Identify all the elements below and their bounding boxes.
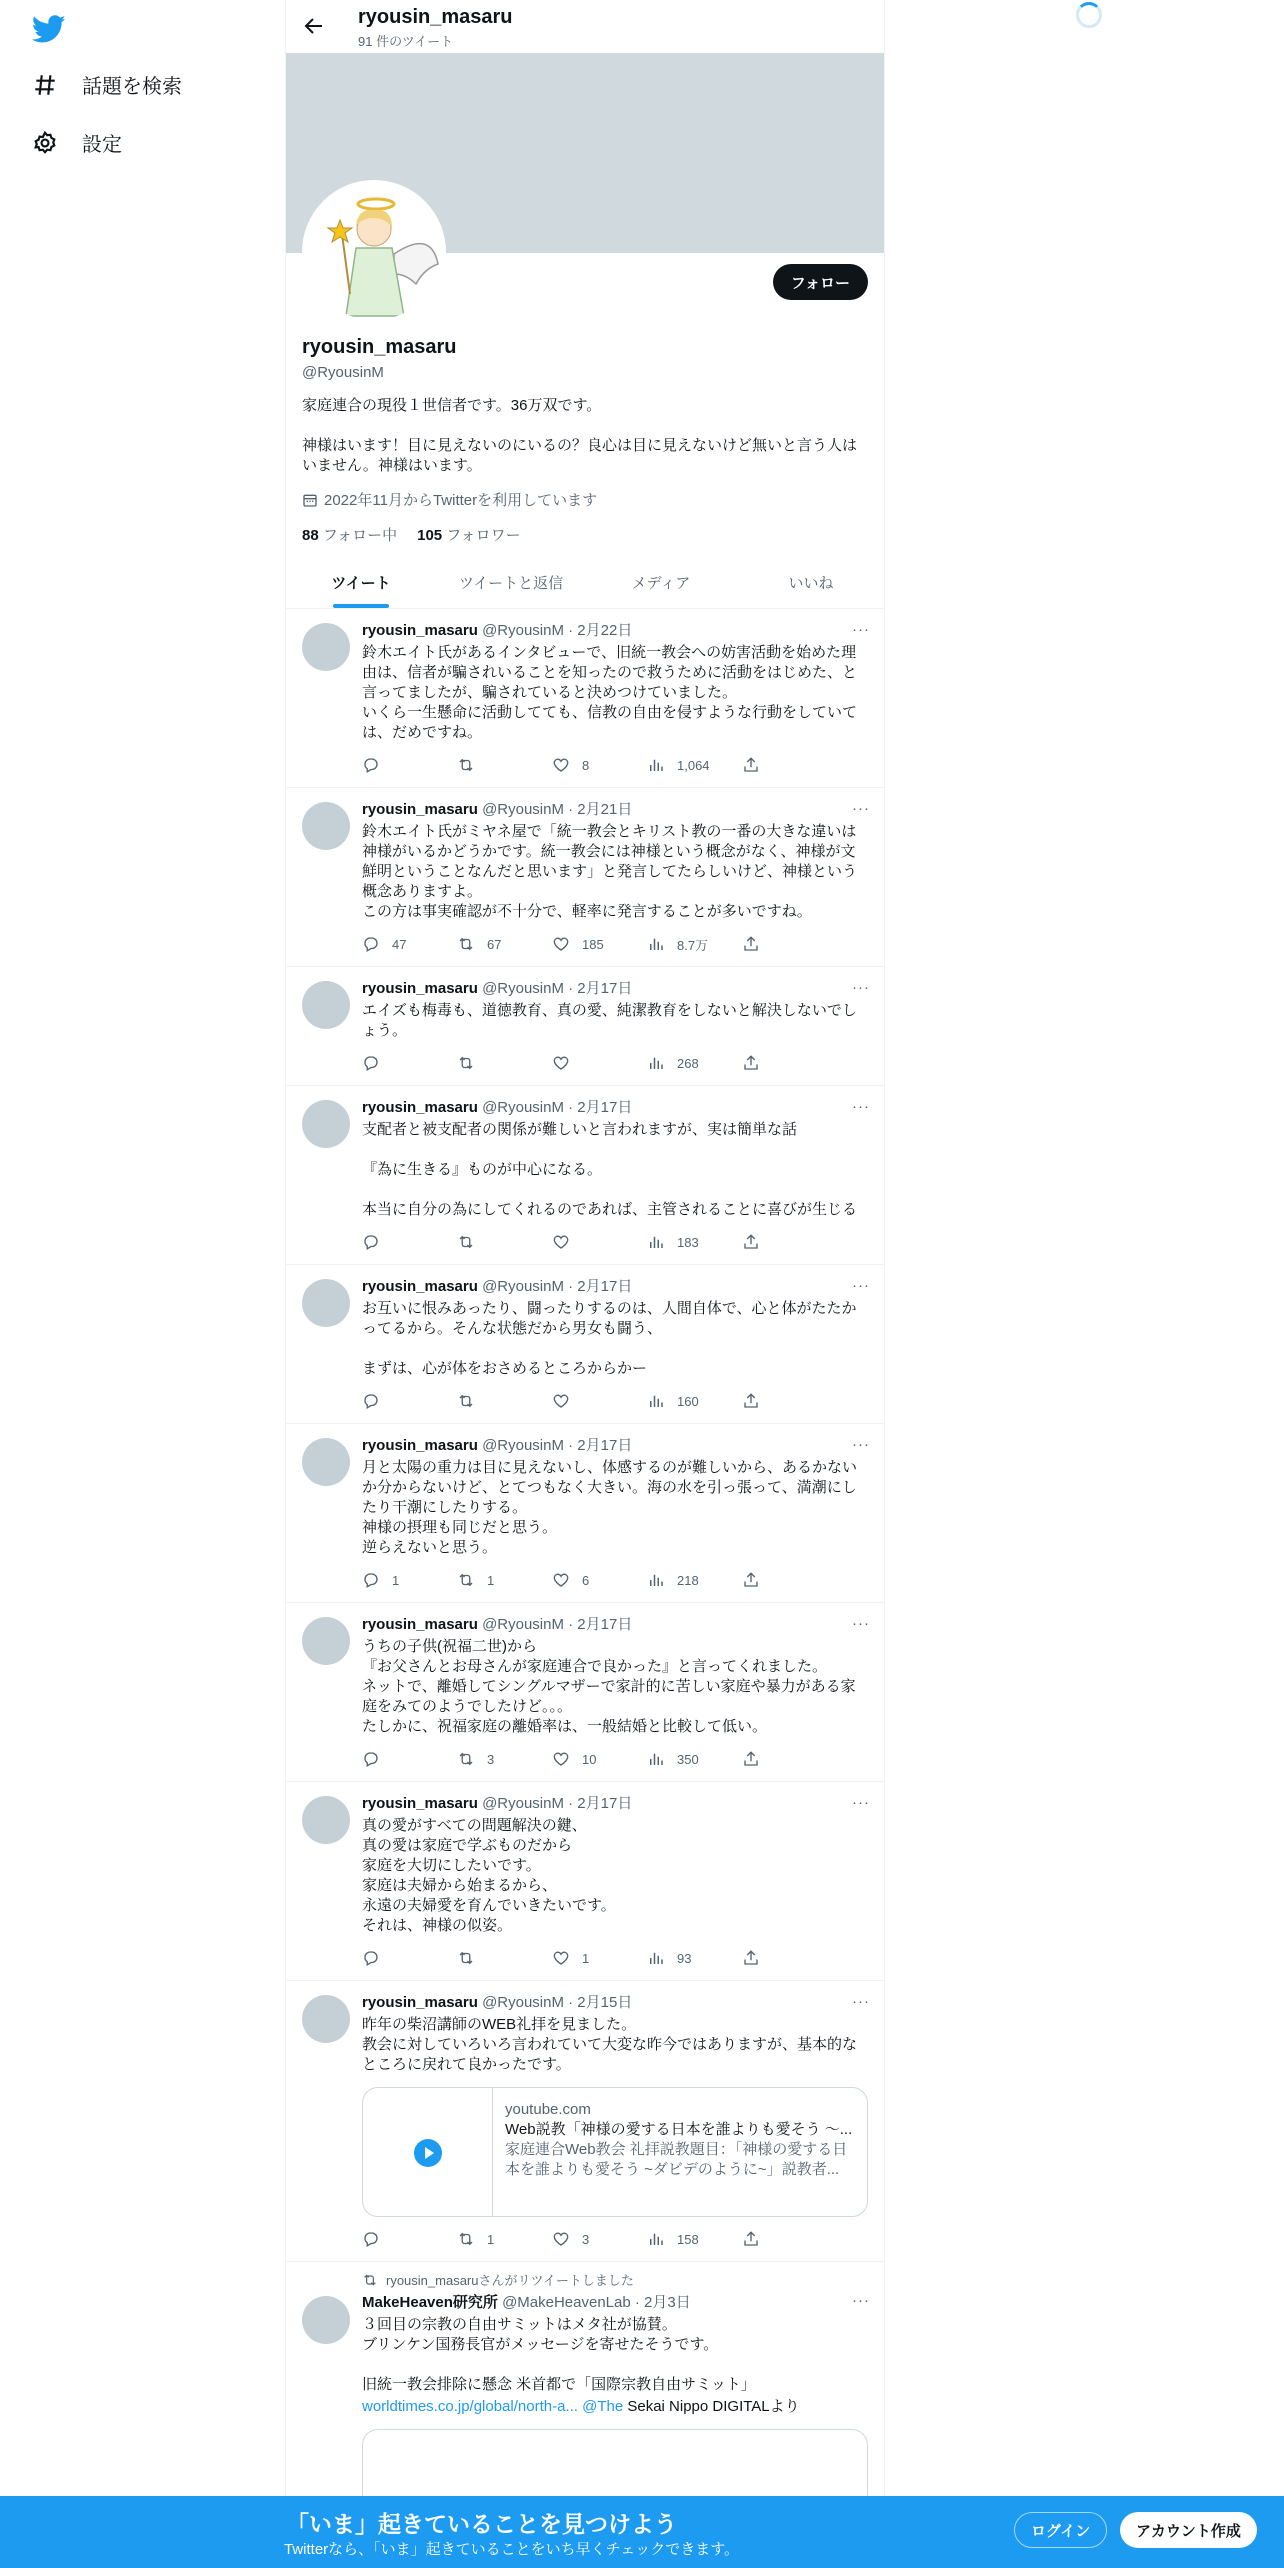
tweet-author[interactable]: ryousin_masaru bbox=[362, 622, 478, 639]
nav-settings[interactable] bbox=[32, 128, 122, 157]
retweet-icon bbox=[457, 1571, 475, 1589]
tweet-meta[interactable]: @RyousinM · 2月17日 bbox=[482, 1437, 633, 1454]
views-chart-icon bbox=[647, 1054, 665, 1072]
tweet-list bbox=[286, 609, 885, 2522]
heart-icon bbox=[552, 1233, 570, 1251]
heart-icon bbox=[552, 2230, 570, 2248]
like-button[interactable] bbox=[552, 1749, 647, 1769]
tweet-author[interactable]: ryousin_masaru bbox=[362, 1278, 478, 1295]
share-icon bbox=[742, 2230, 760, 2248]
reply-button[interactable] bbox=[362, 1749, 457, 1769]
tweet-avatar[interactable] bbox=[302, 2296, 350, 2344]
more-options-icon[interactable]: ··· bbox=[852, 1993, 870, 2010]
share-icon bbox=[742, 1571, 760, 1589]
views-chart-icon bbox=[647, 1392, 665, 1410]
tab-tweets[interactable]: ツイート bbox=[286, 556, 436, 608]
tweet-header bbox=[362, 1615, 870, 1635]
reply-button[interactable] bbox=[362, 1948, 457, 1968]
profile-tabs bbox=[286, 556, 885, 609]
angel-avatar-image bbox=[306, 184, 442, 320]
more-options-icon[interactable]: ··· bbox=[852, 2292, 870, 2309]
like-count: 10 bbox=[582, 1751, 597, 1767]
tweet-actions bbox=[362, 2229, 870, 2249]
hashtag-icon bbox=[32, 72, 58, 98]
tweet-actions bbox=[362, 1053, 870, 1073]
reply-button[interactable] bbox=[362, 1570, 457, 1590]
retweet-count: 1 bbox=[487, 2231, 495, 2247]
tweet-author[interactable]: ryousin_masaru bbox=[362, 1099, 478, 1116]
tweet-link-tail: Sekai Nippo DIGITALより bbox=[623, 2398, 800, 2415]
play-icon bbox=[413, 2138, 443, 2168]
signup-banner-title: 「いま」起きていることを見つけよう bbox=[286, 2511, 677, 2537]
tweet-header bbox=[362, 1794, 870, 1814]
tweet-text: 鈴木エイト氏がミヤネ屋で「統一教会とキリスト教の一番の大きな違いは神様がいるかどうかです。統一教会には神様という概念がなく、神様が文鮮明ということなんだと思います」と発言してたらしいけど、神様という概念ありますよ。 この方は事実確認が不十分で、軽率に発言することが多いですね。 bbox=[362, 823, 858, 920]
signup-button[interactable]: アカウント作成 bbox=[1120, 2512, 1257, 2548]
like-button[interactable] bbox=[552, 934, 647, 954]
like-button[interactable] bbox=[552, 1232, 647, 1252]
views-button[interactable] bbox=[647, 1570, 742, 1590]
tweet-text: 鈴木エイト氏があるインタビューで、旧統一教会への妨害活動を始めた理由は、信者が騙されいることを知ったので救うために活動をはじめた、と言ってましたが、騙されていると決めつけていました。 いくら一生懸命に活動してても、信教の自由を侵すような行動をしていては、だめですね。 bbox=[362, 644, 858, 741]
reply-button[interactable] bbox=[362, 2229, 457, 2249]
reply-icon bbox=[362, 1233, 380, 1251]
tweet-actions bbox=[362, 1391, 870, 1411]
retweet-small-icon bbox=[362, 2272, 378, 2288]
like-count: 8 bbox=[582, 757, 590, 773]
views-count: 158 bbox=[677, 2231, 699, 2247]
follow-button[interactable]: フォロー bbox=[773, 264, 868, 300]
tweet-meta[interactable]: @RyousinM · 2月17日 bbox=[482, 1795, 633, 1812]
share-icon bbox=[742, 1233, 760, 1251]
nav-settings-label: 設定 bbox=[82, 134, 122, 156]
reply-button[interactable] bbox=[362, 1391, 457, 1411]
followers-count: 105 bbox=[417, 527, 443, 544]
tweet[interactable] bbox=[286, 609, 885, 788]
like-button[interactable] bbox=[552, 755, 647, 775]
tweet-avatar[interactable] bbox=[302, 623, 350, 671]
tweet-header bbox=[362, 621, 870, 641]
retweet-count: 1 bbox=[487, 1572, 495, 1588]
tweet-header bbox=[362, 1436, 870, 1456]
tweet[interactable] bbox=[286, 1086, 885, 1265]
tweet-author[interactable]: ryousin_masaru bbox=[362, 1616, 478, 1633]
retweet-icon bbox=[457, 1233, 475, 1251]
loading-spinner-icon bbox=[1076, 2, 1102, 28]
profile-name: ryousin_masaru bbox=[302, 336, 457, 358]
heart-icon bbox=[552, 1949, 570, 1967]
heart-icon bbox=[552, 1054, 570, 1072]
views-count: 218 bbox=[677, 1572, 699, 1588]
views-button[interactable] bbox=[647, 1391, 742, 1411]
profile-handle: @RyousinM bbox=[302, 364, 384, 381]
reply-icon bbox=[362, 935, 380, 953]
tweet-meta[interactable]: @MakeHeavenLab · 2月3日 bbox=[502, 2294, 691, 2311]
tweet-header bbox=[362, 1098, 870, 1118]
back-arrow-icon[interactable] bbox=[302, 14, 326, 38]
retweet-note-text[interactable]: ryousin_masaruさんがリツイートしました bbox=[386, 2273, 634, 2288]
profile-timeline bbox=[285, 0, 885, 2568]
gear-icon bbox=[32, 130, 58, 156]
retweet-button[interactable] bbox=[457, 1570, 552, 1590]
share-button[interactable] bbox=[742, 934, 837, 954]
tweet-actions bbox=[362, 1570, 870, 1590]
share-button[interactable] bbox=[742, 755, 837, 775]
views-count: 1,064 bbox=[677, 757, 710, 773]
retweet-icon bbox=[457, 1750, 475, 1768]
share-button[interactable] bbox=[742, 1749, 837, 1769]
retweet-button[interactable] bbox=[457, 755, 552, 775]
login-button[interactable]: ログイン bbox=[1014, 2512, 1107, 2548]
profile-header bbox=[286, 0, 885, 53]
tweet-actions bbox=[362, 1749, 870, 1769]
more-options-icon[interactable]: ··· bbox=[852, 1098, 870, 1115]
reply-button[interactable] bbox=[362, 1053, 457, 1073]
tweet-text: ３回目の宗教の自由サミットはメタ社が協賛。 ブリンケン国務長官がメッセージを寄せたそうです。 旧統一教会排除に懸念 米首都で「国際宗教自由サミット」 bbox=[362, 2316, 756, 2393]
retweet-note bbox=[362, 2270, 870, 2289]
retweet[interactable] bbox=[286, 2262, 885, 2522]
share-button[interactable] bbox=[742, 1053, 837, 1073]
profile-bio: 家庭連合の現役１世信者です。36万双です。 神様はいます！目に見えないのにいるの？良心は目に見えないけど無いと言う人はいません。神様はいます。 bbox=[302, 397, 858, 474]
tweet-text: お互いに恨みあったり、闘ったりするのは、人間自体で、心と体がたたかってるから。そんな状態だから男女も闘う、 まずは、心が体をおさめるところからかー bbox=[362, 1300, 857, 1377]
reply-icon bbox=[362, 1750, 380, 1768]
retweet-icon bbox=[457, 1949, 475, 1967]
card-title: Web説教「神様の愛する日本を誰よりも愛そう ～... bbox=[505, 2121, 853, 2138]
share-button[interactable] bbox=[742, 1232, 837, 1252]
views-button[interactable] bbox=[647, 1948, 742, 1968]
heart-icon bbox=[552, 1571, 570, 1589]
tweet-avatar[interactable] bbox=[302, 1995, 350, 2043]
reply-icon bbox=[362, 1949, 380, 1967]
tweet[interactable] bbox=[286, 1265, 885, 1424]
heart-icon bbox=[552, 756, 570, 774]
profile-joined bbox=[302, 489, 597, 510]
share-icon bbox=[742, 1750, 760, 1768]
more-options-icon[interactable]: ··· bbox=[852, 1615, 870, 1632]
tab-media[interactable]: メディア bbox=[631, 574, 691, 592]
nav-explore-label: 話題を検索 bbox=[82, 76, 182, 98]
tweet-avatar[interactable] bbox=[302, 1100, 350, 1148]
like-button[interactable] bbox=[552, 1053, 647, 1073]
views-button[interactable] bbox=[647, 1749, 742, 1769]
views-chart-icon bbox=[647, 1949, 665, 1967]
more-options-icon[interactable]: ··· bbox=[852, 1436, 870, 1453]
card-thumbnail bbox=[363, 2088, 493, 2217]
reply-icon bbox=[362, 1392, 380, 1410]
more-options-icon[interactable]: ··· bbox=[852, 979, 870, 996]
link-card[interactable] bbox=[362, 2087, 868, 2217]
heart-icon bbox=[552, 1392, 570, 1410]
reply-icon bbox=[362, 1054, 380, 1072]
share-button[interactable] bbox=[742, 1948, 837, 1968]
retweet-button[interactable] bbox=[457, 1053, 552, 1073]
tweet-avatar[interactable] bbox=[302, 1796, 350, 1844]
views-chart-icon bbox=[647, 1233, 665, 1251]
card-domain: youtube.com bbox=[505, 2101, 591, 2118]
retweet-icon bbox=[457, 756, 475, 774]
retweet-button[interactable] bbox=[457, 1391, 552, 1411]
retweet-icon bbox=[457, 2230, 475, 2248]
views-button[interactable] bbox=[647, 1232, 742, 1252]
reply-button[interactable] bbox=[362, 934, 457, 954]
signup-banner-subtitle: Twitterなら、「いま」起きていることをいち早くチェックできます。 bbox=[284, 2541, 740, 2558]
tweet-link-line bbox=[362, 2397, 870, 2417]
card-description: 家庭連合Web教会 礼拝説教題目：「神様の愛する日本を誰よりも愛そう ~ダビデのように~」説教者... bbox=[505, 2141, 848, 2178]
tweet-header bbox=[362, 1277, 870, 1297]
share-icon bbox=[742, 1054, 760, 1072]
retweet-count: 67 bbox=[487, 936, 502, 952]
like-button[interactable] bbox=[552, 2229, 647, 2249]
retweet-icon bbox=[457, 1054, 475, 1072]
tweet-avatar[interactable] bbox=[302, 802, 350, 850]
share-icon bbox=[742, 1949, 760, 1967]
retweet-button[interactable] bbox=[457, 1232, 552, 1252]
reply-button[interactable] bbox=[362, 755, 457, 775]
tweet-meta[interactable]: @RyousinM · 2月22日 bbox=[482, 622, 633, 639]
views-button[interactable] bbox=[647, 934, 742, 954]
tweet-text: 支配者と被支配者の関係が難しいと言われますが、実は簡単な話 『為に生きる』ものが中心になる。 本当に自分の為にしてくれるのであれば、主管されることに喜びが生じる bbox=[362, 1121, 858, 1218]
tweet-header bbox=[362, 979, 870, 999]
share-button[interactable] bbox=[742, 1570, 837, 1590]
like-count: 1 bbox=[582, 1950, 590, 1966]
views-button[interactable] bbox=[647, 2229, 742, 2249]
views-count: 350 bbox=[677, 1751, 699, 1767]
tweet-header bbox=[362, 2293, 870, 2313]
tweet[interactable] bbox=[286, 1424, 885, 1603]
followers-label: フォロワー bbox=[446, 527, 521, 544]
views-chart-icon bbox=[647, 2230, 665, 2248]
tweet-author[interactable]: ryousin_masaru bbox=[362, 1994, 478, 2011]
views-count: 8.7万 bbox=[677, 937, 709, 953]
tweet-meta[interactable]: @RyousinM · 2月17日 bbox=[482, 1278, 633, 1295]
retweet-icon bbox=[457, 935, 475, 953]
like-button[interactable] bbox=[552, 1948, 647, 1968]
reply-icon bbox=[362, 1571, 380, 1589]
tweet-meta[interactable]: @RyousinM · 2月17日 bbox=[482, 1099, 633, 1116]
like-count: 6 bbox=[582, 1572, 590, 1588]
tweet-text: 昨年の柴沼講師のWEB礼拝を見ました。 教会に対していろいろ言われていて大変な昨今ではありますが、基本的なところに戻れて良かったです。 bbox=[362, 2016, 858, 2073]
signup-banner bbox=[0, 2496, 1284, 2568]
tweet-meta[interactable]: @RyousinM · 2月17日 bbox=[482, 1616, 633, 1633]
calendar-icon bbox=[302, 492, 318, 508]
like-count: 3 bbox=[582, 2231, 590, 2247]
views-button[interactable] bbox=[647, 755, 742, 775]
like-button[interactable] bbox=[552, 1570, 647, 1590]
tweet-avatar[interactable] bbox=[302, 1279, 350, 1327]
reply-icon bbox=[362, 2230, 380, 2248]
tweet-text: うちの子供(祝福二世)から 『お父さんとお母さんが家庭連合で良かった』と言ってくれました。 ネットで、離婚してシングルマザーで家計的に苦しい家庭や暴力がある家庭をみてのようでしたけど。。。 たしかに、祝福家庭の離婚率は、一般結婚と比較して低い。 bbox=[362, 1638, 856, 1735]
like-count: 185 bbox=[582, 936, 604, 952]
tweet-actions bbox=[362, 934, 870, 954]
retweet-count: 3 bbox=[487, 1751, 495, 1767]
tweet-author[interactable]: ryousin_masaru bbox=[362, 980, 478, 997]
tweet-header bbox=[362, 1993, 870, 2013]
retweet-button[interactable] bbox=[457, 1948, 552, 1968]
tweet[interactable] bbox=[286, 1603, 885, 1782]
heart-icon bbox=[552, 935, 570, 953]
tweet-meta[interactable]: @RyousinM · 2月15日 bbox=[482, 1994, 633, 2011]
joined-text: 2022年11月からTwitterを利用しています bbox=[324, 492, 598, 509]
views-count: 183 bbox=[677, 1234, 699, 1250]
retweet-icon bbox=[457, 1392, 475, 1410]
views-count: 93 bbox=[677, 1950, 692, 1966]
views-chart-icon bbox=[647, 1750, 665, 1768]
tweet-actions bbox=[362, 1948, 870, 1968]
more-options-icon[interactable]: ··· bbox=[852, 1794, 870, 1811]
following-link[interactable] bbox=[302, 524, 397, 545]
tweet[interactable] bbox=[286, 967, 885, 1086]
more-options-icon[interactable]: ··· bbox=[852, 1277, 870, 1294]
following-label: フォロー中 bbox=[322, 527, 398, 544]
reply-count: 1 bbox=[392, 1572, 400, 1588]
tweet-avatar[interactable] bbox=[302, 1438, 350, 1486]
tweet-link[interactable]: worldtimes.co.jp/global/north-a... bbox=[362, 2398, 578, 2415]
tweet[interactable] bbox=[286, 1782, 885, 1981]
tweet-mention[interactable]: @The bbox=[582, 2398, 624, 2415]
views-chart-icon bbox=[647, 935, 665, 953]
header-name: ryousin_masaru bbox=[358, 6, 513, 28]
tweet-actions bbox=[362, 1232, 870, 1252]
tweet[interactable] bbox=[286, 788, 885, 967]
tweet-text: 月と太陽の重力は目に見えないし、体感するのが難しいから、あるかないか分からないけど、とてつもなく大きい。海の水を引っ張って、満潮にしたり干潮にしたりする。 神様の摂理も同じだと思う。 逆らえないと思う。 bbox=[362, 1459, 858, 1556]
tweet[interactable] bbox=[286, 1981, 885, 2262]
tweet-header bbox=[362, 800, 870, 820]
tweet-meta[interactable]: @RyousinM · 2月17日 bbox=[482, 980, 633, 997]
views-count: 160 bbox=[677, 1393, 699, 1409]
tweet-avatar[interactable] bbox=[302, 981, 350, 1029]
views-count: 268 bbox=[677, 1055, 699, 1071]
retweet-button[interactable] bbox=[457, 1749, 552, 1769]
following-count: 88 bbox=[302, 527, 319, 544]
share-icon bbox=[742, 1392, 760, 1410]
followers-link[interactable] bbox=[417, 524, 520, 545]
retweet-button[interactable] bbox=[457, 2229, 552, 2249]
reply-count: 47 bbox=[392, 936, 407, 952]
profile-stats bbox=[302, 524, 521, 545]
share-icon bbox=[742, 756, 760, 774]
retweet-button[interactable] bbox=[457, 934, 552, 954]
reply-icon bbox=[362, 756, 380, 774]
more-options-icon[interactable]: ··· bbox=[852, 800, 870, 817]
twitter-bird-icon[interactable] bbox=[32, 12, 66, 46]
tweet-author[interactable]: ryousin_masaru bbox=[362, 801, 478, 818]
share-icon bbox=[742, 935, 760, 953]
like-button[interactable] bbox=[552, 1391, 647, 1411]
tweet-text: エイズも梅毒も、道徳教育、真の愛、純潔教育をしないと解決しないでしょう。 bbox=[362, 1002, 857, 1039]
heart-icon bbox=[552, 1750, 570, 1768]
more-options-icon[interactable]: ··· bbox=[852, 621, 870, 638]
share-button[interactable] bbox=[742, 2229, 837, 2249]
views-button[interactable] bbox=[647, 1053, 742, 1073]
profile-avatar[interactable] bbox=[302, 180, 446, 324]
views-chart-icon bbox=[647, 1571, 665, 1589]
tab-likes[interactable]: いいね bbox=[788, 574, 834, 592]
reply-button[interactable] bbox=[362, 1232, 457, 1252]
tweet-meta[interactable]: @RyousinM · 2月21日 bbox=[482, 801, 633, 818]
card-body bbox=[493, 2088, 867, 2216]
tab-tweets-replies[interactable]: ツイートと返信 bbox=[458, 574, 564, 592]
tweet-author[interactable]: MakeHeaven研究所 bbox=[362, 2294, 498, 2311]
share-button[interactable] bbox=[742, 1391, 837, 1411]
tweet-actions bbox=[362, 755, 870, 775]
views-chart-icon bbox=[647, 756, 665, 774]
tweet-text: 真の愛がすべての問題解決の鍵、 真の愛は家庭で学ぶものだから 家庭を大切にしたいです。 家庭は夫婦から始まるから、 永遠の夫婦愛を育んでいきたいです。 それは、神様の似姿。 bbox=[362, 1817, 616, 1934]
header-tweet-count: 91 件のツイート bbox=[358, 34, 454, 49]
tweet-author[interactable]: ryousin_masaru bbox=[362, 1795, 478, 1812]
tweet-author[interactable]: ryousin_masaru bbox=[362, 1437, 478, 1454]
tweet-avatar[interactable] bbox=[302, 1617, 350, 1665]
nav-explore[interactable] bbox=[32, 70, 182, 99]
